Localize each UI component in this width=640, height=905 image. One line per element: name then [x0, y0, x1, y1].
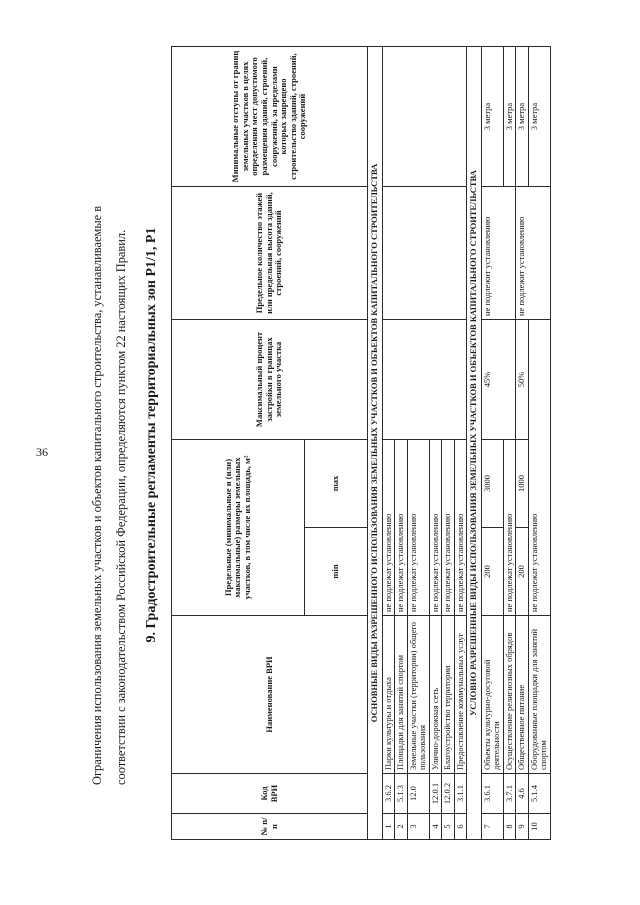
- section-main-uses: ОСНОВНЫЕ ВИДЫ РАЗРЕШЕННОГО ИСПОЛЬЗОВАНИЯ ЗЕМЕЛЬНЫХ УЧАСТКОВ И ОБЪЕКТОВ КАПИТАЛЬНОГО СТРОИТЕЛЬСТВА: [368, 47, 383, 840]
- section-conditional-uses: УСЛОВНО РАЗРЕШЕННЫЕ ВИДЫ ИСПОЛЬЗОВАНИЯ ЗЕМЕЛЬНЫХ УЧАСТКОВ И ОБЪЕКТОВ КАПИТАЛЬНОГО СТРОИТЕЛЬСТВА: [467, 47, 482, 840]
- row-floors: не подлежит установлению: [481, 187, 516, 320]
- row-setback: 3 метра: [503, 47, 516, 187]
- row-floors: [382, 187, 467, 320]
- regulations-table-container: [171, 47, 549, 840]
- row-code: 3.1.1: [454, 774, 467, 814]
- row-num: 8: [503, 814, 516, 840]
- row-name: Парки культуры и отдыха: [382, 616, 395, 774]
- row-floors: не подлежит установлению: [516, 187, 551, 320]
- row-percent: 50%: [516, 320, 529, 440]
- row-code: 12.0: [407, 774, 429, 814]
- row-size: не подлежат установлению: [407, 440, 429, 616]
- row-size: не подлежат установлению: [382, 440, 395, 616]
- row-code: 5.1.3: [395, 774, 408, 814]
- row-code: 12.0.1: [429, 774, 442, 814]
- row-code: 3.6.2: [382, 774, 395, 814]
- row-name: Улично-дорожная сеть: [429, 616, 442, 774]
- table-row: [481, 47, 503, 840]
- section-title: 9. Градостроительные регламенты территориальных зон Р1/1, Р1: [144, 227, 159, 643]
- row-max: 3000: [481, 440, 503, 528]
- row-name: Площадки для занятий спортом: [395, 616, 408, 774]
- row-name: Осуществление религиозных обрядов: [503, 616, 516, 774]
- row-size: не подлежат установлению: [429, 440, 442, 616]
- header-setback: Минимальные отступы от границ земельных участков в целях определения мест допустимого размещения зданий, строений, сооружений, за пределами которых запрещено строительство зданий, строений, сооружений: [172, 47, 368, 187]
- row-num: 7: [481, 814, 503, 840]
- row-name: Благоустройство территории: [442, 616, 455, 774]
- row-code: 4.6: [516, 774, 529, 814]
- row-num: 10: [528, 814, 550, 840]
- table-row: [382, 47, 395, 840]
- row-size: не подлежат установлению: [503, 440, 516, 616]
- row-setback: 3 метра: [481, 47, 503, 187]
- row-min: 200: [481, 528, 503, 616]
- row-min: 200: [516, 528, 529, 616]
- table-row: [528, 47, 550, 840]
- intro-text-line-1: Ограничения использования земельных участков и объектов капитального строительства, устанавливаемые в: [90, 205, 104, 785]
- row-name: Объекты культурно-досуговой деятельности: [481, 616, 503, 774]
- row-num: 1: [382, 814, 395, 840]
- row-num: 2: [395, 814, 408, 840]
- header-floors: Предельное количество этажей или предельная высота зданий, строений, сооружений: [172, 187, 368, 320]
- row-name: Общественное питание: [516, 616, 529, 774]
- table-row: [516, 47, 529, 840]
- row-code: 5.1.4: [528, 774, 550, 814]
- row-num: 3: [407, 814, 429, 840]
- row-size: не подлежат установлению: [454, 440, 467, 616]
- row-num: 4: [429, 814, 442, 840]
- page-number: 36: [36, 445, 48, 459]
- header-max: max: [305, 440, 368, 528]
- row-num: 6: [454, 814, 467, 840]
- header-percent: Максимальный процент застройки в границах земельного участка: [172, 320, 368, 440]
- row-percent: [382, 320, 467, 440]
- row-code: 3.7.1: [503, 774, 516, 814]
- row-num: 5: [442, 814, 455, 840]
- header-num: № п/п: [172, 814, 368, 840]
- row-name: Предоставление коммунальных услуг: [454, 616, 467, 774]
- row-code: 12.0.2: [442, 774, 455, 814]
- row-size: не подлежат установлению: [528, 320, 550, 616]
- row-max: 1000: [516, 440, 529, 528]
- row-size: не подлежат установлению: [442, 440, 455, 616]
- header-code: Код ВРИ: [172, 774, 368, 814]
- intro-text-line-2: соответствии с законодательством Российской Федерации, определяются пунктом 22 настоящих Правил.: [114, 229, 128, 785]
- header-min: min: [305, 528, 368, 616]
- row-setback: [382, 47, 467, 187]
- header-size: Предельные (минимальные и (или) максимальные) размеры земельных участков, в том числе их площадь, м²: [172, 440, 305, 616]
- row-percent: 45%: [481, 320, 516, 440]
- row-num: 9: [516, 814, 529, 840]
- regulations-table: [171, 46, 551, 840]
- header-name: Наименование ВРИ: [172, 616, 368, 774]
- row-code: 3.6.1: [481, 774, 503, 814]
- row-size: не подлежат установлению: [395, 440, 408, 616]
- table-row: [503, 47, 516, 840]
- row-setback: 3 метра: [528, 47, 550, 187]
- row-name: Земельные участки (территории) общего пользования: [407, 616, 429, 774]
- row-name: Оборудованные площадки для занятий спортом: [528, 616, 550, 774]
- row-setback: 3 метра: [516, 47, 529, 187]
